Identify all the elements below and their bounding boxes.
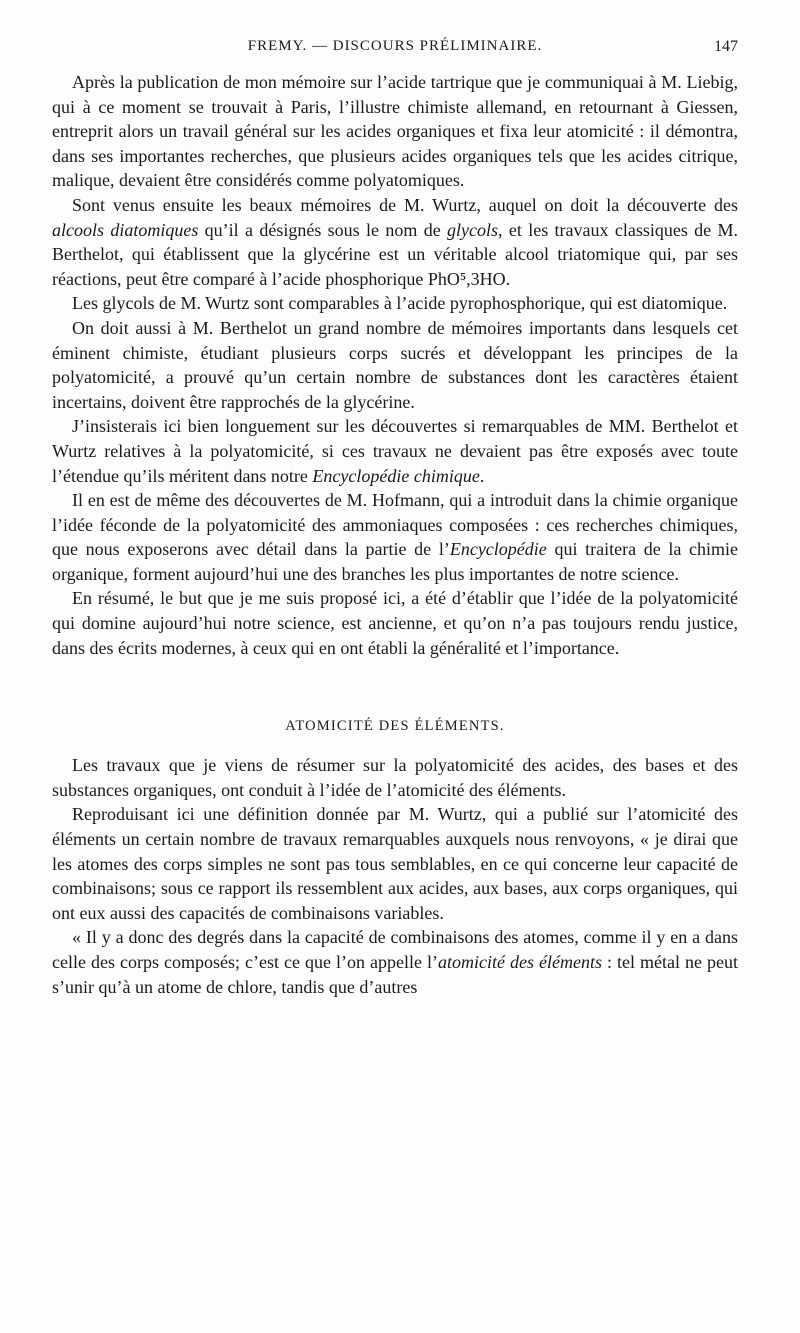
text-run: , et les travaux classiques de M. Berthelot, qui établissent que la glycérine est un véritable alcool triatomique qui, par ses réactions, peut être comparé à l’acide phosphorique PhO⁵,3HO. xyxy=(52,219,739,289)
section-heading: ATOMICITÉ DES ÉLÉMENTS. xyxy=(285,718,505,735)
text-run: Les travaux que je viens de résumer sur la polyatomicité des acides, des bases et des substances organiques, ont conduit à l’idée de l’atomicité des éléments. xyxy=(52,755,738,800)
text-run: On doit aussi à M. Berthelot un grand nombre de mémoires importants dans lesquels cet éminent chimiste, étudiant plusieurs corps sucrés et développant les principes de la polyatomicité, a prouvé qu’un certain nombre de substances dont les caractères étaient incertains, doivent être rapprochés de la glycérine. xyxy=(52,317,738,412)
text-run: Il en est de même des découvertes de M. Hofmann, qui a introduit dans la chimie organique l’idée féconde de la polyatomicité des ammoniaques composées : ces recherches chimiques, que nous exposerons avec détail dans la partie de l’ xyxy=(52,490,738,560)
text-run: En résumé, le but que je me suis proposé ici, a été d’établir que l’idée de la polyatomicité qui domine aujourd’hui notre science, est ancienne, et qu’on n’a pas toujours rendu justice, dans des écrits modernes, à ceux qui en ont établi la généralité et l’importance. xyxy=(52,588,738,658)
paragraph xyxy=(52,316,738,414)
page-number: 147 xyxy=(714,38,738,55)
paragraph xyxy=(52,753,738,802)
text-run: J’insisterais ici bien longuement sur les découvertes si remarquables de MM. Berthelot et Wurtz relatives à la polyatomicité, si ces travaux ne devaient pas être exposés avec toute l’étendue qu’ils méritent dans notre xyxy=(52,416,738,486)
text-run: qu’il a désignés sous le nom de xyxy=(198,219,448,240)
text-run: . xyxy=(479,465,485,486)
paragraph xyxy=(52,586,738,660)
section-body-text xyxy=(52,753,738,999)
running-title: FREMY. — DISCOURS PRÉLIMINAIRE. xyxy=(247,38,543,54)
italic-text: atomicité des éléments xyxy=(437,952,602,972)
italic-text: Encyclopédie chimique xyxy=(312,465,480,486)
paragraph xyxy=(52,291,738,316)
body-text xyxy=(52,70,738,660)
paragraph xyxy=(52,925,738,999)
italic-text: glycols xyxy=(447,219,499,240)
text-run: : tel métal ne peut s’unir qu’à un atome de chlore, tandis que d’autres xyxy=(52,952,738,997)
paragraph xyxy=(52,802,738,925)
text-run: qui traitera de la chimie organique, forment aujourd’hui une des branches les plus importantes de notre science. xyxy=(52,539,739,584)
paragraph xyxy=(52,70,738,193)
paragraph xyxy=(52,488,738,586)
text-run: Les glycols de M. Wurtz sont comparables à l’acide pyrophosphorique, qui est diatomique. xyxy=(72,293,728,314)
text-run: Après la publication de mon mémoire sur l’acide tartrique que je communiquai à M. Liebig, qui à ce moment se trouvait à Paris, l’illustre chimiste allemand, en retournant à Giessen, entreprit alors un travail général sur les acides organiques et fixa leur atomicité : il démontra, dans ses importantes recherches, que plusieurs acides organiques tels que les acides citrique, malique, devaient être considérés comme polyatomiques. xyxy=(52,72,738,191)
italic-text: Encyclopédie xyxy=(449,539,547,560)
text-run: Reproduisant ici une définition donnée par M. Wurtz, qui a publié sur l’atomicité des éléments un certain nombre de travaux remarquables auxquels nous renvoyons, « je dirai que les atomes des corps simples ne sont pas tous semblables, en ce qui concerne leur capacité de combinaisons; sous ce rapport ils ressemblent aux acides, aux bases, aux corps organiques, qui ont eux aussi des capacités de combinaisons variables. xyxy=(52,804,738,923)
text-run: « Il y a donc des degrés dans la capacité de combinaisons des atomes, comme il y en a dans celle des corps composés; c’est ce que l’on appelle l’ xyxy=(52,927,738,972)
text-run: Sont venus ensuite les beaux mémoires de M. Wurtz, auquel on doit la découverte des xyxy=(72,194,738,215)
page-header xyxy=(52,38,738,64)
paragraph xyxy=(52,414,738,488)
paragraph xyxy=(52,193,738,291)
italic-text: alcools diatomiques xyxy=(52,219,199,240)
